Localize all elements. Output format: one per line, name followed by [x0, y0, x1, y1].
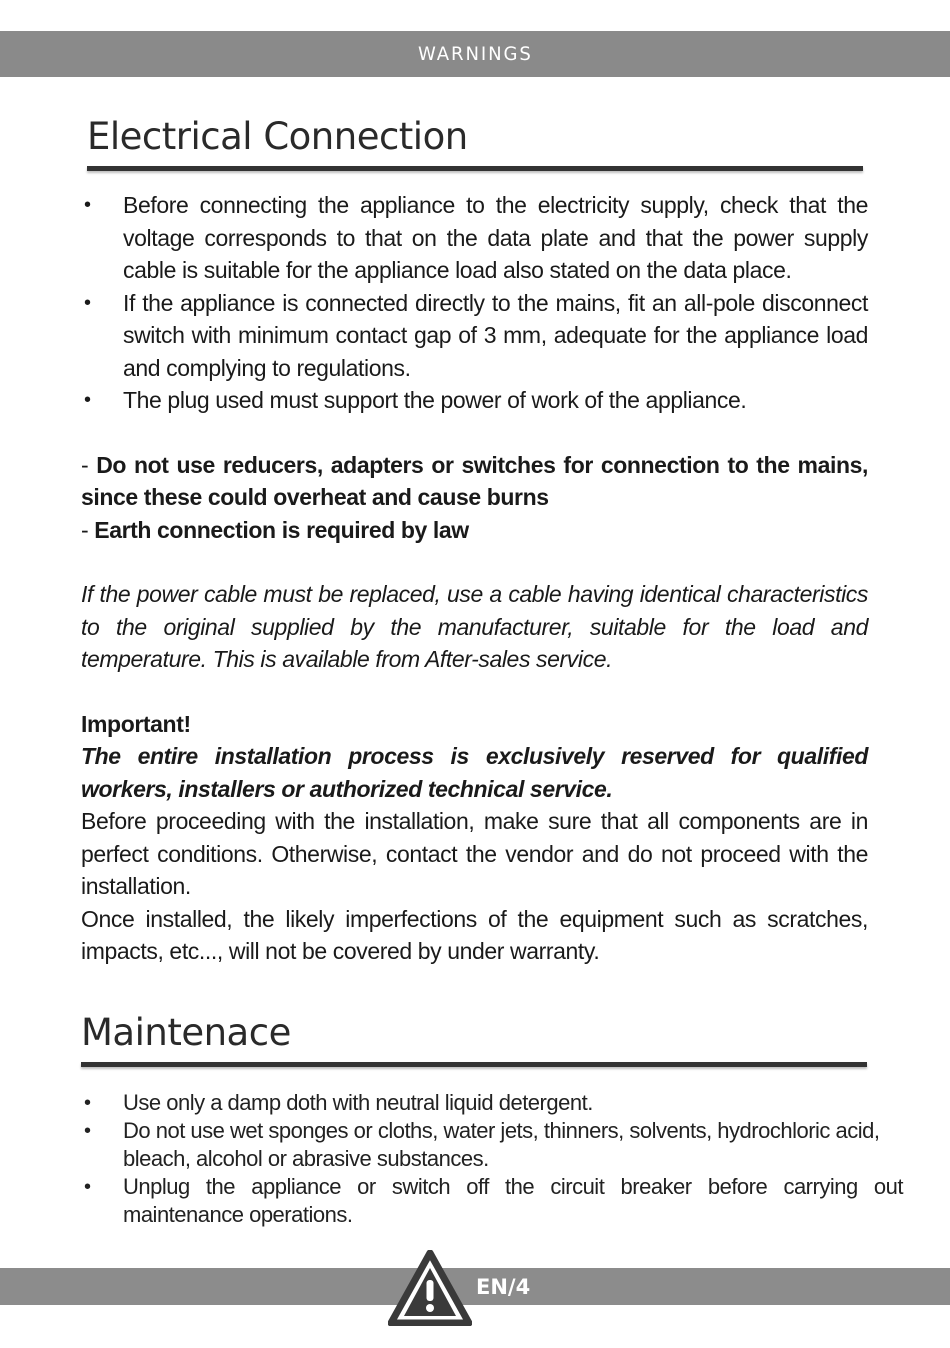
header-bar: [0, 31, 950, 77]
warning-reducers-text: Do not use reducers, adapters or switches for connection to the mains, since these could overheat and cause burns: [81, 451, 869, 510]
maintenance-underline: [81, 1062, 867, 1067]
header-label: WARNINGS: [417, 43, 533, 65]
list-item-text: The plug used must support the power of work of the appliance.: [123, 387, 747, 413]
warning-dash: -: [81, 451, 97, 478]
list-item-text: If the appliance is connected directly to the mains, fit an all-pole disconnect switch with minimum contact gap of 3 mm, adequate for the appliance load and complying to regulations.: [123, 289, 868, 381]
list-item: [81, 1173, 903, 1229]
bullet-icon: •: [84, 389, 91, 411]
list-item: [81, 1089, 919, 1117]
bullet-icon: •: [84, 291, 91, 314]
electrical-content: [81, 189, 868, 968]
warning-triangle-icon: [388, 1250, 472, 1326]
bullet-icon: •: [84, 194, 91, 216]
list-item: [81, 1117, 919, 1173]
title-underline: [87, 166, 863, 171]
important-text: The entire installation process is exclusively reserved for qualified workers, installers or authorized technical service.: [81, 743, 868, 802]
page-number: EN/4: [476, 1275, 531, 1299]
warning-earth-text: Earth connection is required by law: [94, 516, 469, 543]
bullet-icon: •: [84, 1092, 91, 1114]
list-item-text: Before connecting the appliance to the electricity supply, check that the voltage corresponds to that on the data plate and that the power supply cable is suitable for the appliance load also stated on the data place.: [123, 192, 868, 283]
footer-bar: [0, 1268, 950, 1305]
warning-reducers: [81, 449, 868, 514]
important-label: Important!: [81, 710, 191, 737]
before-installation-text: Before proceeding with the installation, make sure that all components are in perfect conditions. Otherwise, contact the vendor and do not proceed with the installation.: [81, 808, 868, 899]
list-item: [81, 384, 868, 417]
list-item-text: Do not use wet sponges or cloths, water jets, thinners, solvents, hydrochloric acid, bleach, alcohol or abrasive substances.: [123, 1118, 880, 1171]
cable-replacement-note: If the power cable must be replaced, use a cable having identical characteristics to the original supplied by the manufacturer, suitable for the load and temperature. This is available from After-sales service.: [81, 581, 868, 672]
warning-earth: [81, 514, 868, 547]
list-item: [81, 287, 868, 385]
list-item: [81, 189, 868, 287]
maintenance-title: Maintenace: [81, 1011, 291, 1054]
warning-dash: -: [81, 516, 95, 543]
list-item-text: Unplug the appliance or switch off the circuit breaker before carrying out maintenance operations.: [123, 1174, 903, 1227]
electrical-connection-title: Electrical Connection: [87, 115, 468, 158]
bullet-icon: •: [84, 1176, 91, 1198]
warranty-text: Once installed, the likely imperfections of the equipment such as scratches, impacts, etc..., will not be covered by under warranty.: [81, 905, 868, 964]
maintenance-bullet-list: [81, 1089, 919, 1229]
list-item-text: Use only a damp doth with neutral liquid detergent.: [123, 1090, 593, 1115]
electrical-bullet-list: [81, 189, 868, 417]
bullet-icon: •: [84, 1120, 91, 1142]
